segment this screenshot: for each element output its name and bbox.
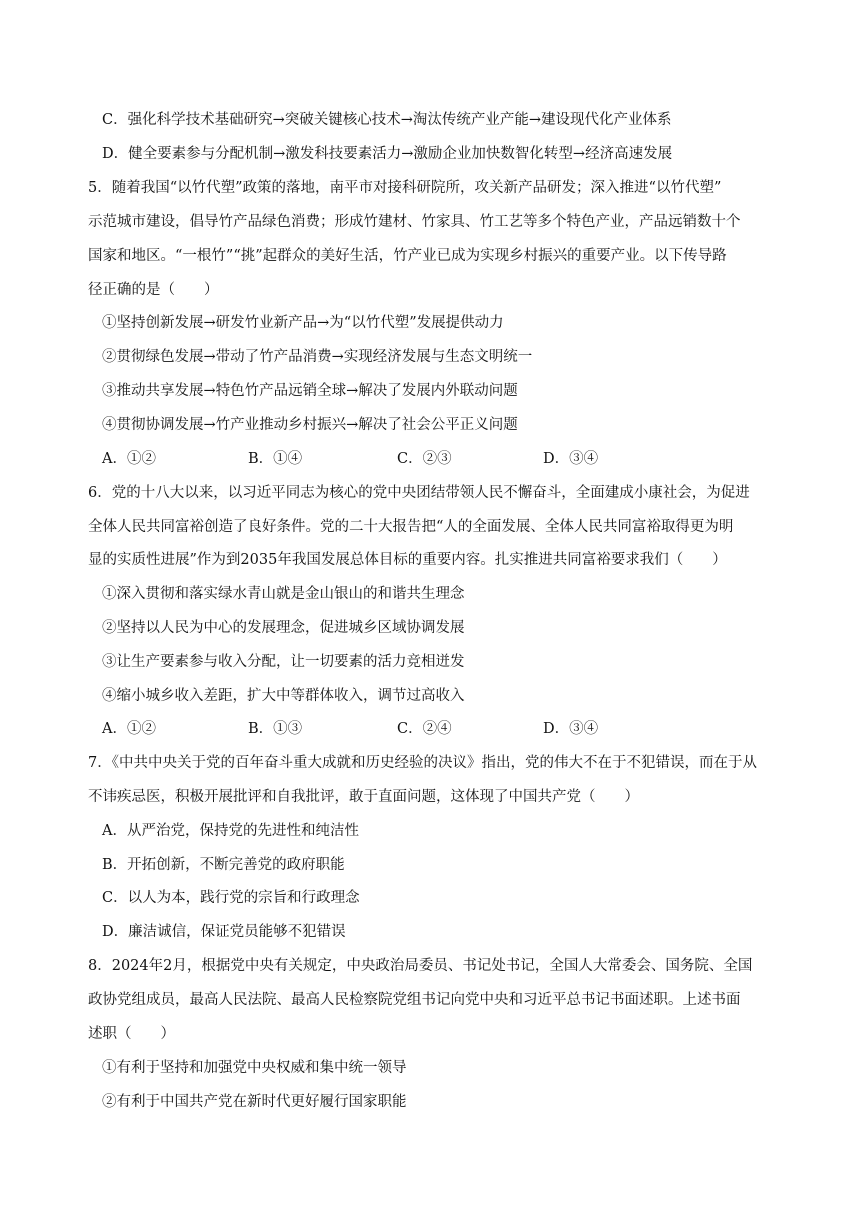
q4-option-d: D．健全要素参与分配机制→激发科技要素活力→激励企业加快数智化转型→经济高速发展 — [102, 146, 673, 162]
q5-choice-c: C．②③ — [397, 451, 452, 467]
q4-option-c: C．强化科学技术基础研究→突破关键核心技术→淘汰传统产业产能→建设现代化产业体系 — [102, 112, 672, 128]
q5-statement: ③推动共享发展→特色竹产品远销全球→解决了发展内外联动问题 — [102, 383, 518, 399]
q8-stem-line: 政协党组成员，最高人民法院、最高人民检察院党组书记向党中央和习近平总书记书面述职。上述书面 — [88, 992, 741, 1008]
q5-statement: ①坚持创新发展→研发竹业新产品→为“以竹代塑”发展提供动力 — [102, 315, 504, 331]
q6-choice-a: A．①② — [102, 721, 156, 737]
q5-statement: ②贯彻绿色发展→带动了竹产品消费→实现经济发展与生态文明统一 — [102, 349, 533, 365]
q6-statement: ④缩小城乡收入差距，扩大中等群体收入，调节过高收入 — [102, 688, 465, 704]
q7-stem-line: 不讳疾忌医，积极开展批评和自我批评，敢于直面问题，这体现了中国共产党（ ） — [88, 789, 639, 805]
q6-choice-b: B．①③ — [248, 721, 303, 737]
q8-statement: ②有利于中国共产党在新时代更好履行国家职能 — [102, 1094, 407, 1110]
q5-choice-a: A．①② — [102, 451, 156, 467]
q7-stem-line: 7．《中共中央关于党的百年奋斗重大成就和历史经验的决议》指出，党的伟大不在于不犯错误，而在于从 — [88, 755, 757, 771]
q6-statement: ②坚持以人民为中心的发展理念，促进城乡区域协调发展 — [102, 620, 465, 636]
q6-stem-line: 6．党的十八大以来，以习近平同志为核心的党中央团结带领人民不懈奋斗，全面建成小康社会，为促进 — [88, 485, 750, 501]
q7-option-c: C．以人为本，践行党的宗旨和行政理念 — [102, 890, 360, 906]
q5-stem-line: 示范城市建设，倡导竹产品绿色消费；形成竹建材、竹家具、竹工艺等多个特色产业，产品远销数十个 — [88, 214, 741, 230]
q5-stem-line: 5．随着我国“以竹代塑”政策的落地，南平市对接科研院所，攻关新产品研发；深入推进“以竹代塑” — [88, 180, 722, 196]
q6-choice-d: D．③④ — [543, 721, 599, 737]
q6-statement: ①深入贯彻和落实绿水青山就是金山银山的和谐共生理念 — [102, 586, 465, 602]
q7-option-b: B．开拓创新，不断完善党的政府职能 — [102, 857, 345, 873]
q8-stem-line: 8．2024年2月，根据党中央有关规定，中央政治局委员、书记处书记，全国人大常委会、国务院、全国 — [88, 958, 753, 974]
q5-stem-line: 径正确的是（ ） — [88, 282, 219, 298]
q7-option-d: D．廉洁诚信，保证党员能够不犯错误 — [102, 924, 346, 940]
q8-statement: ①有利于坚持和加强党中央权威和集中统一领导 — [102, 1060, 407, 1076]
q7-option-a: A．从严治党，保持党的先进性和纯洁性 — [102, 823, 359, 839]
q6-statement: ③让生产要素参与收入分配，让一切要素的活力竞相迸发 — [102, 654, 465, 670]
q6-choice-c: C．②④ — [397, 721, 452, 737]
q5-choice-b: B．①④ — [248, 451, 303, 467]
q6-stem-line: 显的实质性进展”作为到2035年我国发展总体目标的重要内容。扎实推进共同富裕要求我们（ ） — [88, 552, 727, 568]
q6-stem-line: 全体人民共同富裕创造了良好条件。党的二十大报告把“人的全面发展、全体人民共同富裕取得更为明 — [88, 519, 734, 535]
q5-choice-d: D．③④ — [543, 451, 599, 467]
q8-stem-line: 述职（ ） — [88, 1026, 175, 1042]
q5-stem-line: 国家和地区。“一根竹”“挑”起群众的美好生活，竹产业已成为实现乡村振兴的重要产业。以下传导路 — [88, 248, 727, 264]
q5-statement: ④贯彻协调发展→竹产业推动乡村振兴→解决了社会公平正义问题 — [102, 417, 518, 433]
